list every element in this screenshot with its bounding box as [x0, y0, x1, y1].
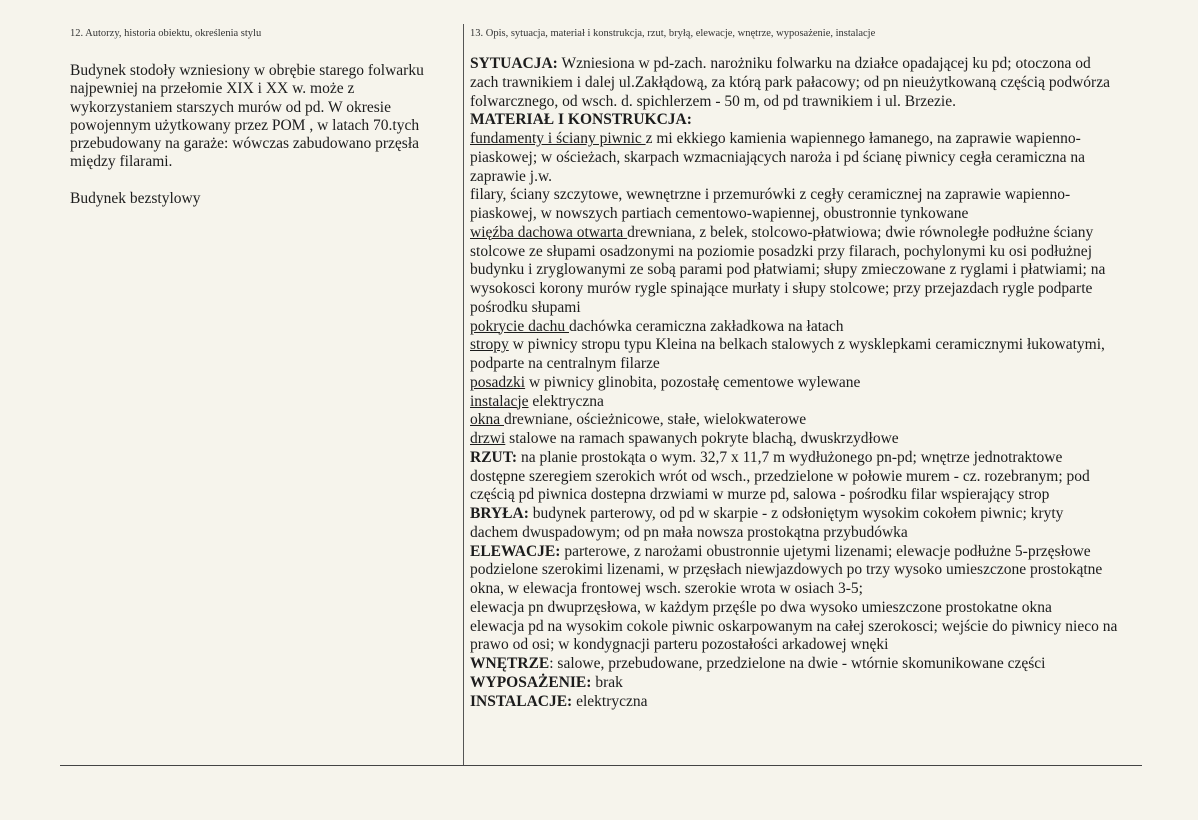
text-line	[470, 74, 1160, 93]
text-line	[470, 636, 1160, 655]
text-line	[470, 524, 1160, 543]
text-segment: w piwnicy stropu typu Kleina na belkach stalowych z wysklepkami ceramicznymi łukowatymi,	[508, 336, 1105, 354]
text-line: Budynek stodoły wzniesiony w obrębie starego folwarku	[70, 62, 424, 79]
element-label: posadzki	[470, 373, 526, 391]
column-divider	[463, 24, 464, 766]
text-line	[470, 561, 1160, 580]
section-12-header: 12. Autorzy, historia obiektu, określenia stylu	[70, 28, 262, 39]
text-segment: w piwnicy glinobita, pozostałę cementowe wylewane	[525, 373, 861, 391]
text-segment: dostępne szeregiem szerokich wrót od wsch., przedzielone w połowie murem - cz. rozebranym; pod	[470, 467, 1090, 485]
text-segment: zach trawnikiem i dalej ul.Zakłądową, za którą park pałacowy; od pn nieużytkowaną częścią podwórza	[470, 73, 1110, 91]
text-line	[470, 318, 1160, 337]
section-label: WYPOSAŻENIE:	[470, 673, 592, 691]
text-line	[470, 693, 1160, 712]
text-line	[470, 599, 1160, 618]
text-segment: częścią pd piwnica dostepna drzwiami w murze pd, salowa - pośrodku filar wspierający strop	[470, 486, 1050, 504]
section-label: SYTUACJA:	[470, 55, 558, 72]
text-segment: piaskowej; w ościeżach, skarpach wzmacniających naroża i pd ścianę piwnicy cegła ceramiczna na	[470, 148, 1085, 166]
text-segment: filary, ściany szczytowe, wewnętrzne i przemurówki z cegły ceramicznej na zaprawie wapienno-	[470, 186, 1071, 204]
text-line	[470, 393, 1160, 412]
text-line	[470, 543, 1160, 562]
element-label: fundamenty i ściany piwnic	[470, 130, 646, 147]
text-segment: elewacja pd na wysokim cokole piwnic oskarpowanym na całej szerokosci; wejście do piwnicy nieco na	[470, 617, 1118, 635]
text-line	[470, 93, 1160, 112]
text-line	[470, 580, 1160, 599]
text-line	[470, 224, 1160, 243]
text-segment: elektryczna	[572, 692, 648, 710]
text-line	[470, 449, 1160, 468]
text-line	[470, 468, 1160, 487]
text-line	[470, 111, 1160, 130]
text-segment: podzielone szerokimi lizenami, w przęsłach niewjazdowych po trzy wysoko umieszczone prostokątne	[470, 561, 1103, 579]
element-label: okna	[470, 411, 505, 429]
text-line	[470, 336, 1160, 355]
section-13-header: 13. Opis, sytuacja, materiał i konstrukcja, rzut, bryłą, elewacje, wnętrze, wyposażenie, instalacje	[470, 28, 876, 39]
text-segment: wysokosci korony murów rygle spinające murłaty i słupy stolcowe; przy przejazdach rygle podparte	[470, 280, 1093, 297]
text-segment: elektryczna	[528, 392, 604, 410]
text-segment: Wzniesiona w pd-zach. narożniku folwarku na działce opadającej ku pd; otoczona od	[557, 55, 1091, 72]
text-line	[470, 618, 1160, 637]
element-label: stropy	[470, 336, 509, 354]
section-label: WNĘTRZE	[470, 655, 550, 672]
text-line	[470, 130, 1160, 149]
element-label: drzwi	[470, 430, 506, 447]
text-segment: folwarcznego, od wsch. d. spichlerzem - 50 m, od pd trawnikiem i ul. Brzezie.	[470, 92, 956, 110]
text-segment: budynek parterowy, od pd w skarpie - z odsłoniętym wysokim cokołem piwnic; kryty	[528, 505, 1064, 522]
text-line: powojennym użytkowany przez POM , w latach 70.tych	[70, 116, 420, 134]
text-line	[470, 674, 1160, 693]
text-line: najpewniej na przełomie XIX i XX w. może z	[70, 80, 355, 98]
text-segment: prawo od osi; w kondygnacji parteru pozostałości arkadowej wnęki	[470, 636, 889, 654]
text-line	[470, 655, 1160, 674]
text-line: między filarami.	[70, 153, 173, 171]
section-label: INSTALACJE:	[470, 692, 573, 710]
text-line: wykorzystaniem starszych murów od pd. W okresie	[70, 98, 391, 116]
text-segment: stolcowe ze słupami osadzonymi na poziomie posadzki przy filarach, pochylonymi ku osi podłużnej	[470, 242, 1092, 260]
text-segment: na planie prostokąta o wym. 32,7 x 11,7 m wydłużonego pn-pd; wnętrze jednotraktowe	[517, 448, 1063, 466]
section-label: MATERIAŁ I KONSTRUKCJA:	[470, 111, 692, 129]
text-segment: z mi ekkiego kamienia wapiennego łamanego, na zaprawie wapienno-	[645, 130, 1081, 147]
text-line	[470, 261, 1160, 280]
section-label: ELEWACJE:	[470, 542, 561, 560]
text-line	[470, 168, 1160, 187]
text-segment: brak	[591, 673, 623, 691]
text-segment: elewacja pn dwuprzęsłowa, w każdym przęśle po dwa wysoko umieszczone prostokatne okna	[470, 598, 1052, 616]
text-segment: piaskowej, w nowszych partiach cementowo-wapiennej, obustronnie tynkowane	[470, 205, 969, 222]
text-line	[470, 149, 1160, 168]
bottom-rule	[60, 765, 1142, 766]
element-label: pokrycie dachu	[470, 317, 569, 335]
history-text	[70, 62, 455, 208]
text-line	[470, 430, 1160, 449]
text-segment: dachówka ceramiczna zakładkowa na łatach	[569, 317, 844, 335]
text-segment: zaprawie j.w.	[470, 167, 553, 185]
text-line	[470, 186, 1160, 205]
text-line	[470, 55, 1160, 74]
text-segment: pośrodku słupami	[470, 298, 581, 316]
text-segment: okna, w elewacja frontowej wsch. szerokie wrota w osiach 3-5;	[470, 580, 863, 597]
description-text	[470, 55, 1160, 711]
text-line	[470, 486, 1160, 505]
text-line	[470, 243, 1160, 262]
text-segment: budynku i zryglowanymi ze sobą parami pod płatwiami; słupy zmieczowane z ryglami i płatwiami; na	[470, 261, 1106, 279]
text-line	[470, 299, 1160, 318]
text-line: przebudowany na garaże: wówczas zabudowano przęsła	[70, 135, 420, 153]
element-label: instalacje	[470, 392, 529, 410]
style-statement: Budynek bezstylowy	[70, 190, 201, 208]
text-segment: dachem dwuspadowym; od pn mała nowsza prostokątna przybudówka	[470, 523, 908, 541]
text-segment: parterowe, z narożami obustronnie ujetymi lizenami; elewacje podłużne 5-przęsłowe	[560, 542, 1091, 560]
text-segment: stalowe na ramach spawanych pokryte blachą, dwuskrzydłowe	[505, 430, 899, 447]
text-line	[470, 205, 1160, 224]
text-line	[470, 355, 1160, 374]
text-line	[470, 505, 1160, 524]
text-line	[470, 374, 1160, 393]
section-label: BRYŁA:	[470, 505, 529, 522]
text-segment: : salowe, przebudowane, przedzielone na dwie - wtórnie skomunikowane części	[549, 655, 1046, 672]
section-label: RZUT:	[470, 448, 518, 466]
text-segment: drewniana, z belek, stolcowo-płatwiowa; dwie równoległe podłużne ściany	[627, 223, 1094, 241]
text-segment: podparte na centralnym filarze	[470, 355, 660, 372]
text-line	[470, 411, 1160, 430]
text-line	[470, 280, 1160, 299]
element-label: więźba dachowa otwarta	[470, 223, 628, 241]
text-segment: drewniane, ościeżnicowe, stałe, wielokwaterowe	[504, 411, 807, 429]
